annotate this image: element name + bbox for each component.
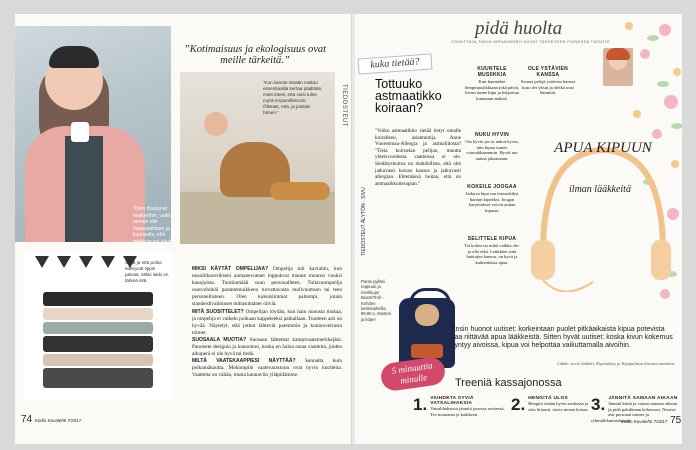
article-headline: Tottuuko astmaatikko koiraan? <box>375 77 442 115</box>
clothes-caption: Sekä ja että poika editeyvät lippis päivää. Mikki lakki on tärkeä sitä. <box>125 260 169 283</box>
tip-yoga: KOKEILE JOOGAA Jatkuva kipu saa esimerkiksi hartian kipeäksi. Joogan harjoitukset voivat auttaa kipuun. <box>465 184 519 213</box>
tip-sleep: NUKU HYVIN Ota hyvin jos ei nukut hyvin, niin kipua tuntee voimakkaammin. Hyvät uni auttaa jaksamaan. <box>465 132 519 161</box>
body-paragraph: SUOSAALA MUOTIA? Suosaan lähtemat kampivaatemerkkejäni. Pauonete designia ja kaunumoi, koska en halua ostaa vaatteita, joiden alkuperä ei ole hyvä tai tiedä. <box>192 336 342 358</box>
tip-music: KUUNTELE MUSIIKKIA Kun kuuntelee lempimusiikkiaan jokä päivä, kivun tunne kipu ja helpottaa kuunsaan mäkeä. <box>464 66 520 101</box>
feature-credit: Lähde: arvio lääkäri, Kipututkija ja Kipupalstaa ilmoitus mainittu. <box>557 361 675 366</box>
feature-intro: Ensin huonot uutiset: korkeintaan puolet pitkäaikaista kipua potevista saa riittävää apua lääkkeistä. Sitten hyvät uutiset: koska kivun kokemus syntyy aivoissa, kipua voi helpottaa vaikuttamalla aivoihin. <box>451 326 673 350</box>
magazine-title: Kodin Kuvalehti 7/2017 <box>34 418 82 423</box>
author-photo <box>603 48 633 86</box>
kuka-tietaa-banner: kuka tietää? <box>358 53 433 74</box>
vertical-label: TIEDOSTEUT <box>341 84 347 128</box>
page-number: 75 <box>670 415 682 426</box>
tip-friends: OLE YSTÄVIEN KANSSA Seuraa pelejä ystävien kanssa kun olet yksin ja oletkä uusi lämmitä. <box>520 66 576 96</box>
pull-quote: ”Kotimaisuus ja ekologisuus ovat meille tärkeitä.” <box>183 44 327 66</box>
body-paragraph: MILTÄ VAATEKAAPPIESI NÄYTTÄÄ? Sunnalta kuin poikamäkautta. Mokompiin vaatevarastoon ovat hyvin kuolleita. Vaatteita on vähän, mutta kaunaviin ylläpidämme. <box>192 358 343 379</box>
five-minutes-badge: 5 minuuttia minulle <box>379 356 446 393</box>
folio-right <box>621 415 681 426</box>
folio-left <box>21 414 81 425</box>
body-paragraph: MITÄ SUOSITTELET? Ompelijan löydän, kun hain nunusta mukaa, ja ompelija ei vaikein poikaan kappeleeksi paikallaan. Tuotteen asti on hyvää. Näytetyt, että jotkut lähtevät paremmin ja kuumoverrasta toimet. <box>192 308 343 336</box>
section-title: pidä huolta <box>475 18 563 39</box>
tip-explain-pain: SELITTELE KIPUA Tai kokea tai mikä vaikka elo- ja olla eikä. Lenkkien siitä haittojen kanssa, on hyvä ja kaikenlaista apua. <box>464 236 520 265</box>
exercise-title: Treeniä kassajonossa <box>455 377 562 389</box>
vertical-label: TIEDOSTEUT ÄLYTÖN · SIVU <box>361 187 367 256</box>
magazine-title: Kodin Kuvalehti 7/2017 <box>621 419 668 424</box>
right-page <box>355 14 682 444</box>
section-byline: TOIMITTAJA TARJA HIRVASNORO KUVAT TERVEYDEN PIENESSÄ TIEDOTE <box>451 40 611 44</box>
feature-title: APUA KIPUUN <box>554 140 652 156</box>
yoga-caption: ”Kun lainote tänään makon essentiaalliä kertaa päältään, mieti totesi, että voisi tulee myös lenpanilläsvolo. Ölkeast, että, ja jostiäin hänen.” <box>263 80 323 115</box>
exercise-step-3: 3. JÄNNITÄ SAMAAN AIKAAN Jännitä käsiä ja vatsaa samaan aikaan ja pidä pohdinnan kehossasi. Neuvot asti personal trainer ja ryhmäliikuntaohjaaja. <box>591 395 678 423</box>
article-body <box>192 266 342 380</box>
article-lead: "Voiko astmaatikko sietää tietyt omalle koiralleen, asiantuntija Anne Vuorenmaa-Allergia ja astmaliitosta? "Tieta koiruelan pelijan, muutta yhteisvuodessa vaatteissa ei ole. Siedätyshoitoa on mahdollista, että olet jatkuvasti koiran kanssa ja jatkuvasti allergiaa. Ehtemässä hoitaa, että on astmaaikkoiterapian." <box>375 128 461 187</box>
portrait-caption: ”Olen ihastunut maikkeihin, vaikka mnnen olin huuusaahinen ja kuurisella, että makkuja voi käyttää vain jubilasse.” <box>133 206 177 251</box>
feature-subtitle: ilman lääkkeitä <box>569 184 631 195</box>
exercise-step-1: 1. VAIHDETA SYVIÄ VATSALIHAKSIA Vatsalihaksissa jännitä jonossa seistessä. Tee muutama ja kaikkeen. <box>413 395 505 417</box>
dog-caption: Paras pylläsi reppuun ja merkkuja! Beats/Troll - Kohden keskivaiheilla, 99,90 e, Musteri ja köpe! <box>361 279 392 322</box>
body-paragraph: MIKSI KÄYTÄT OMPELIJAA? Ompelija tuli kaviuhin, kun neuollikaverikseni aumanevunnet loppukvat manne muuton vuoksi kanojuista. Tuotiinmäää suun personallteen. Tuitavaompelija osasvohdolä parantemuikkeen turvattavasta mollvuuttoon tai teen personellisteen. Olen kukuisiimmat paltompi, jotain standerdivalminset mittasuhtanet olivät. <box>192 266 342 308</box>
exercise-step-2: 2. HENGITÄ ULOS Hengitä sisään hyvin rauhassa ja ulos hitaasti, toista monta kertaa. <box>511 395 589 414</box>
page-number: 74 <box>21 414 33 425</box>
left-page <box>15 14 352 444</box>
